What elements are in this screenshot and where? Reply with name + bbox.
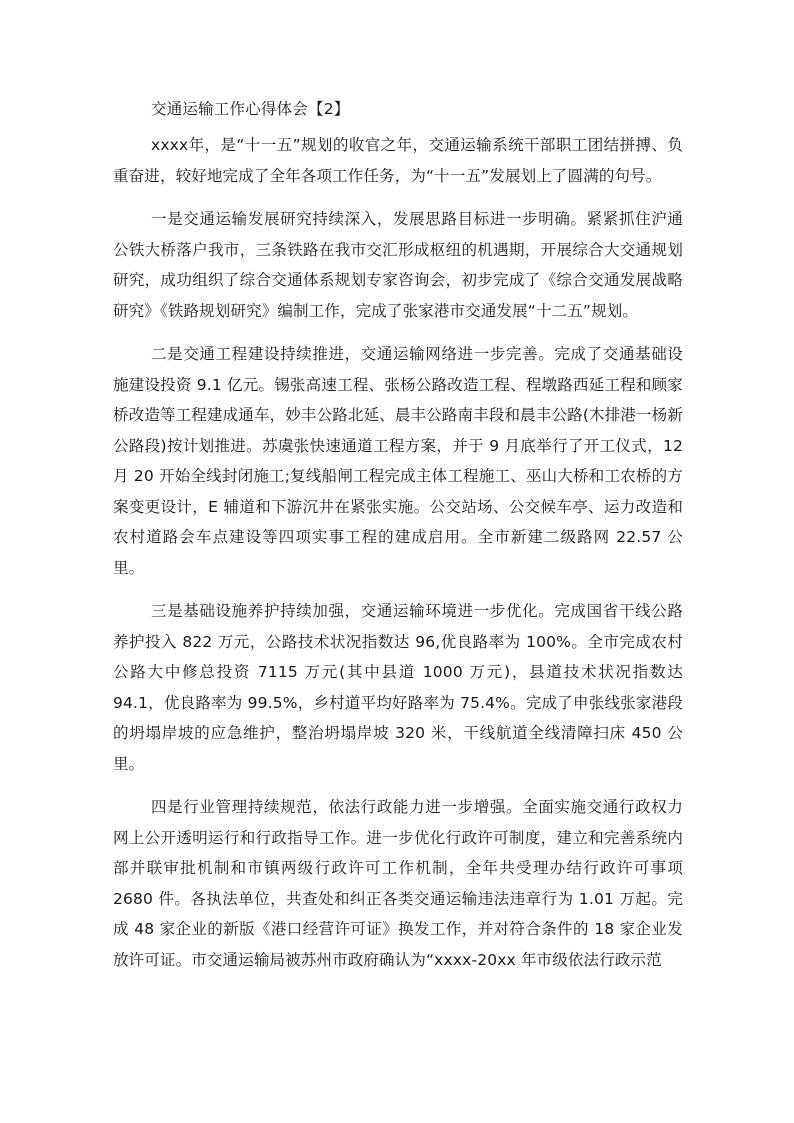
paragraph-maintenance: 三是基础设施养护持续加强，交通运输环境进一步优化。完成国省干线公路养护投入 822 万元，公路技术状况指数达 96,优良路率为 100%。全市完成农村公路大中修总投资 7115 万元(其中县道 1000 万元)，县道技术状况指数达 94.1，优良路率为 99.5%，乡村道平均好路率为 75.4%。完成了申张线张家港段的坍塌岸坡的应急维护，整治坍塌岸坡 320 米，干线航道全线清障扫床 450 公里。 [113, 602, 683, 773]
paragraph-construction: 二是交通工程建设持续推进，交通运输网络进一步完善。完成了交通基础设施建设投资 9.1 亿元。锡张高速工程、张杨公路改造工程、程墩路西延工程和顾家桥改造等工程建成通车，妙丰公路北延、晨丰公路南丰段和晨丰公路(木排港一杨新公路段)按计划推进。苏虞张快速通道工程方案，并于 9 月底举行了开工仪式，12 月 20 开始全线封闭施工;复线船闸工程完成主体工程施工、巫山大桥和工农桥的方案变更设计，E 辅道和下游沉井在紧张实施。公交站场、公交候车亭、运力改造和农村道路会车点建设等四项实事工程的建成启用。全市新建二级路网 22.57 公里。 [113, 345, 683, 577]
paragraph-management: 四是行业管理持续规范，依法行政能力进一步增强。全面实施交通行政权力网上公开透明运行和行政指导工作。进一步优化行政许可制度，建立和完善系统内部并联审批机制和市镇两级行政许可工作机制，全年共受理办结行政许可事项 2680 件。各执法单位，共查处和纠正各类交通运输违法违章行为 1.01 万起。完成 48 家企业的新版《港口经营许可证》换发工作，并对符合条件的 18 家企业发放许可证。市交通运输局被苏州市政府确认为“xxxx-20xx 年市级依法行政示范 [113, 798, 683, 969]
paragraph-intro: xxxx年，是“十一五”规划的收官之年，交通运输系统干部职工团结拼搏、负重奋进，较好地完成了全年各项工作任务，为“十一五”发展划上了圆满的句号。 [113, 136, 683, 185]
paragraph-research: 一是交通运输发展研究持续深入，发展思路目标进一步明确。紧紧抓住沪通公铁大桥落户我市，三条铁路在我市交汇形成枢纽的机遇期，开展综合大交通规划研究，成功组织了综合交通体系规划专家咨询会，初步完成了《综合交通发展战略研究》《铁路规划研究》编制工作，完成了张家港市交通发展“十二五”规划。 [113, 210, 683, 320]
document-title: 交通运输工作心得体会【2】 [151, 100, 350, 118]
document-body [113, 94, 683, 988]
